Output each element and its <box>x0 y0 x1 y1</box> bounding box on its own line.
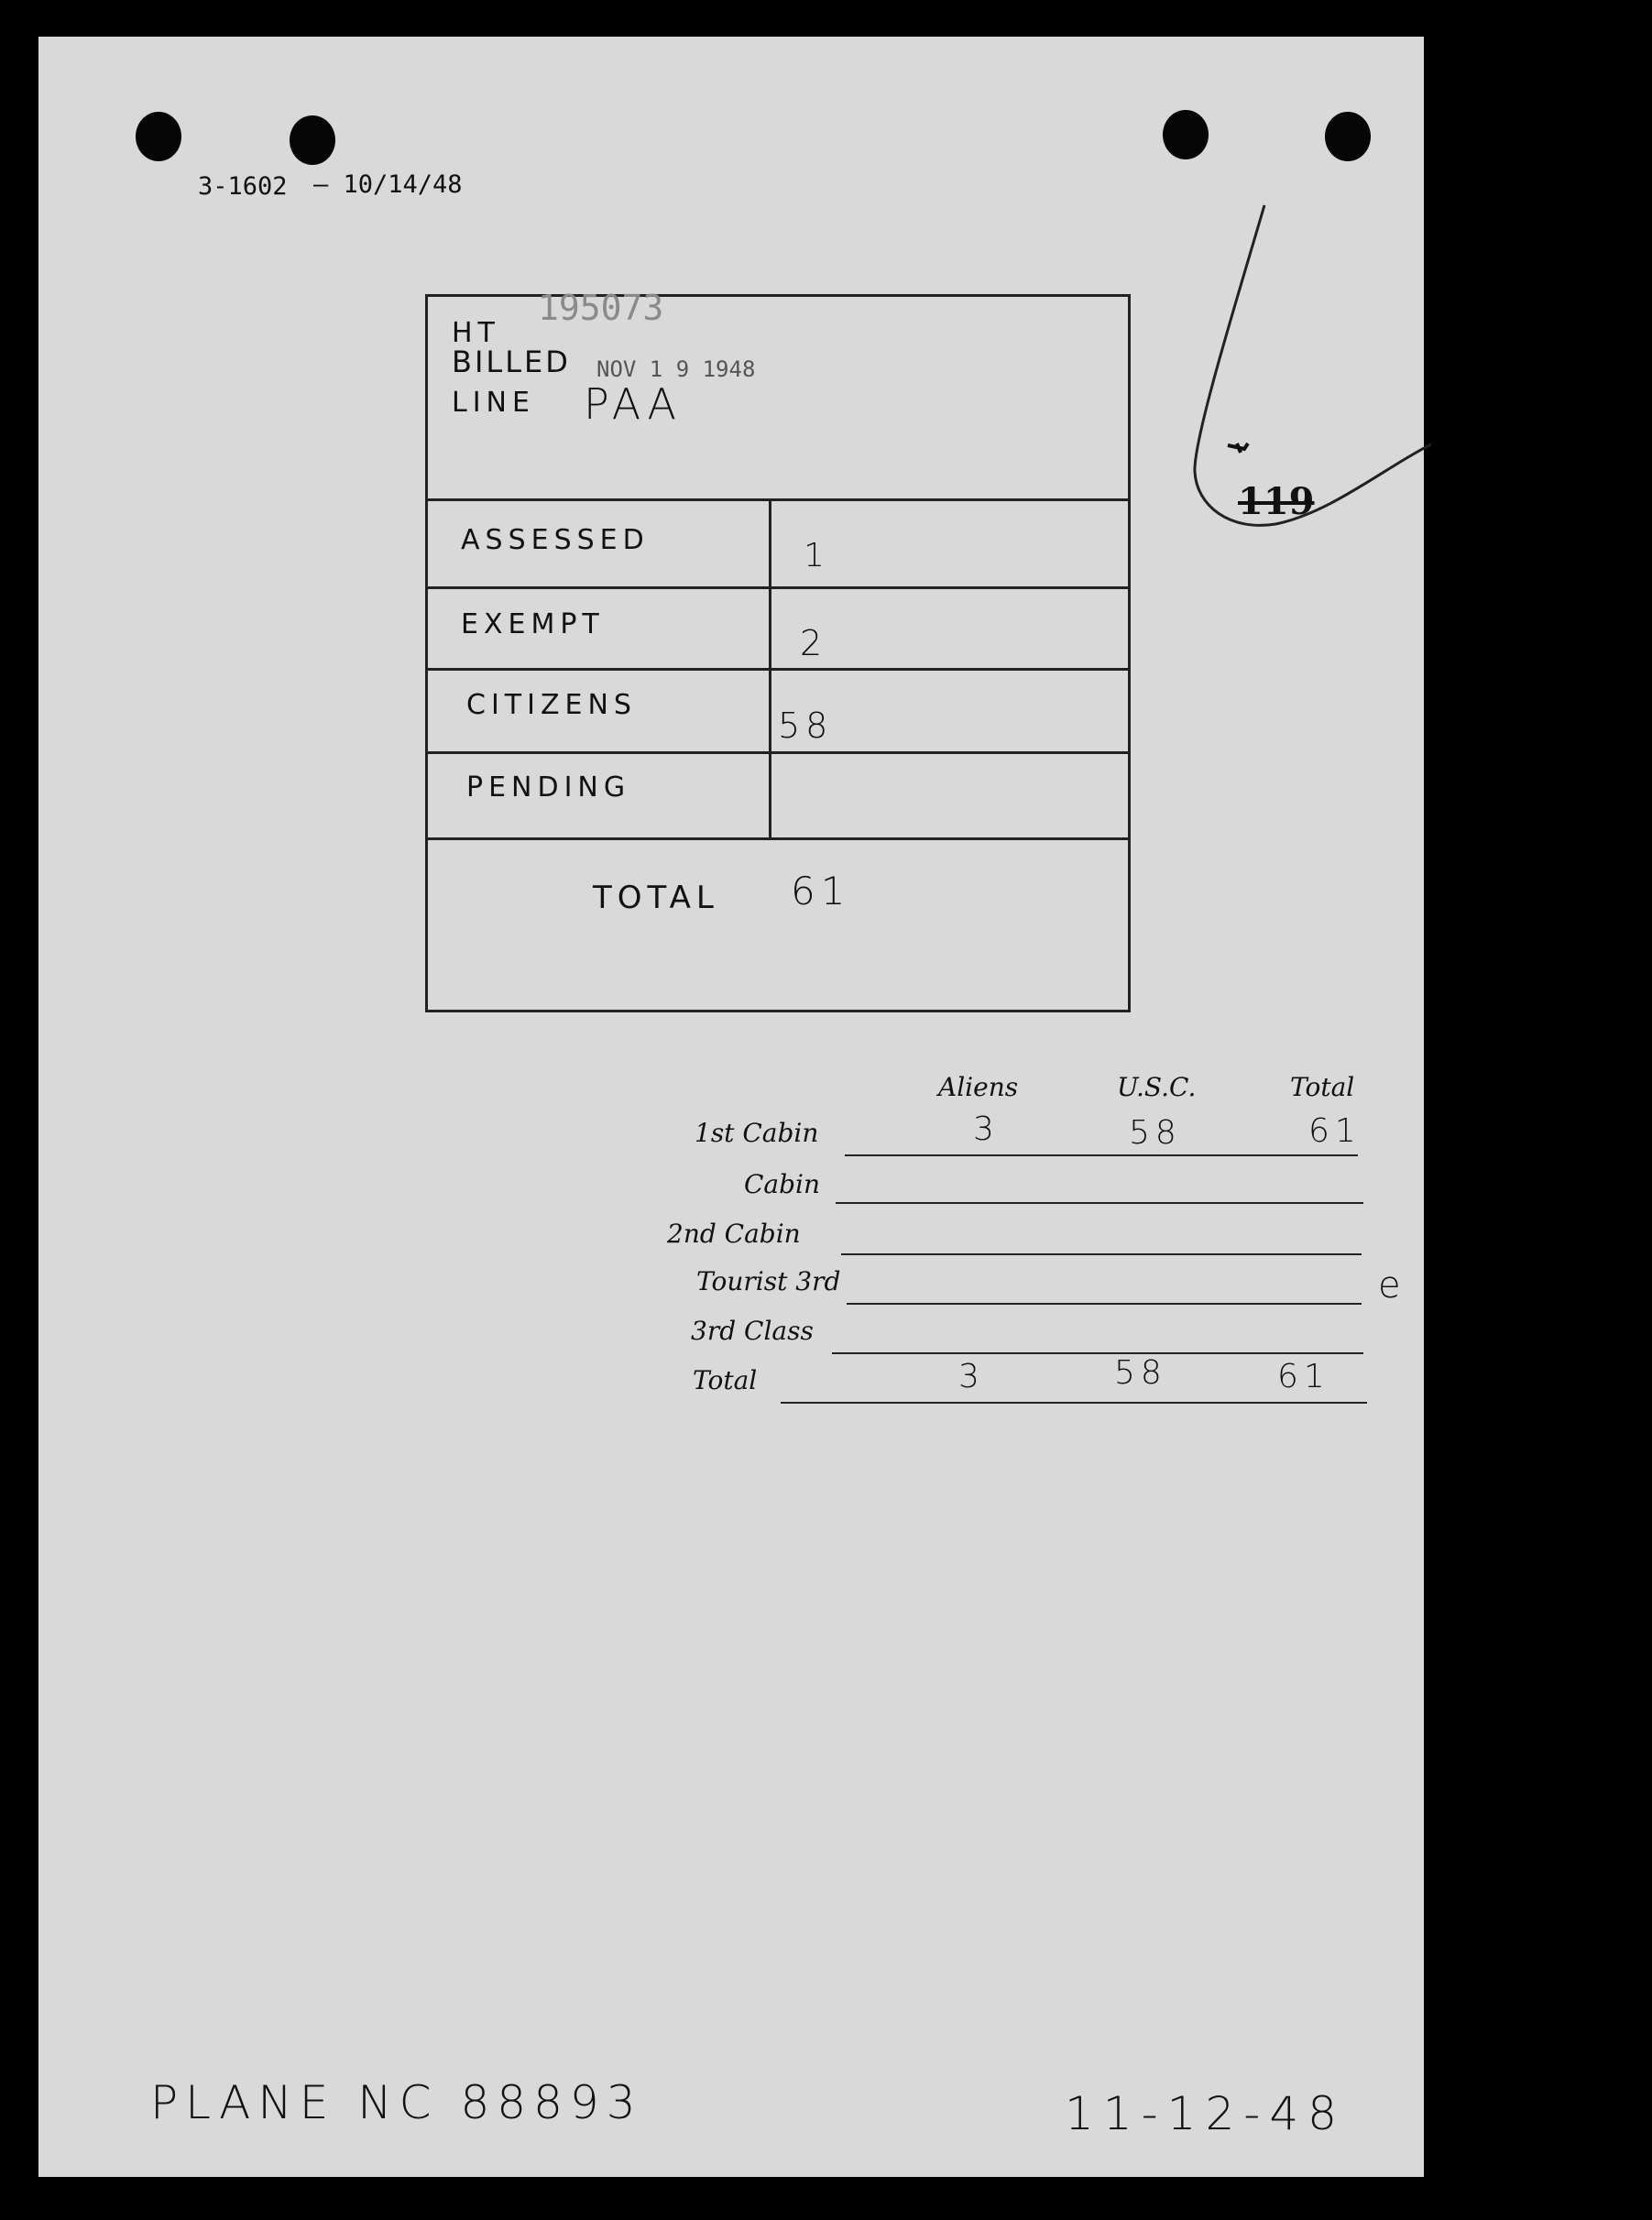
form-divider-3 <box>428 668 1128 671</box>
ht-label: HT <box>452 317 500 349</box>
row-label-pending: PENDING <box>466 771 631 804</box>
form-divider-2 <box>428 586 1128 589</box>
billed-label: BILLED <box>452 344 571 379</box>
plane-number: PLANE NC 88893 <box>150 2076 643 2129</box>
form-column-divider <box>769 498 771 837</box>
line-value: PAA <box>584 379 683 429</box>
side-mark: 119 <box>1238 480 1315 523</box>
row-value-citizens: 58 <box>778 705 834 746</box>
cabin-row-label-total: Total <box>693 1365 758 1395</box>
cabin-row-label-2nd: 2nd Cabin <box>667 1219 801 1249</box>
row-value-exempt: 2 <box>800 623 828 663</box>
col-header-total: Total <box>1290 1072 1355 1102</box>
cabin-total-aliens: 3 <box>958 1358 985 1395</box>
cabin-1st-aliens: 3 <box>973 1110 1000 1148</box>
punch-hole-1 <box>136 112 181 161</box>
form-divider-4 <box>428 751 1128 754</box>
billing-form-box <box>425 288 1131 1012</box>
cabin-row-line-total <box>781 1402 1367 1404</box>
stamp-number: 195073 <box>538 288 664 328</box>
cabin-row-line-cabin <box>836 1202 1363 1204</box>
footer-date: 11-12-48 <box>1065 2087 1346 2140</box>
cabin-1st-total: 61 <box>1308 1112 1362 1150</box>
cabin-row-label-3rd: 3rd Class <box>691 1316 814 1346</box>
cabin-row-line-1st <box>845 1154 1358 1156</box>
stamp-date: NOV 1 9 1948 <box>596 356 756 382</box>
row-label-assessed: ASSESSED <box>461 524 650 556</box>
line-label: LINE <box>452 387 535 419</box>
document-date: — 10/14/48 <box>313 170 463 199</box>
punch-hole-2 <box>290 115 335 165</box>
cabin-row-label-cabin: Cabin <box>744 1169 821 1199</box>
cabin-row-line-3rd <box>832 1352 1363 1354</box>
cabin-row-label-tourist: Tourist 3rd <box>696 1266 841 1296</box>
punch-hole-4 <box>1325 112 1371 161</box>
form-divider-5 <box>428 837 1128 840</box>
row-label-citizens: CITIZENS <box>466 689 637 721</box>
punch-hole-3 <box>1163 110 1209 159</box>
total-label: TOTAL <box>593 880 719 916</box>
cabin-total-total: 61 <box>1277 1358 1330 1395</box>
cabin-total-usc: 58 <box>1114 1354 1167 1392</box>
row-value-assessed: 1 <box>804 537 830 574</box>
col-header-usc: U.S.C. <box>1117 1072 1197 1102</box>
document-page <box>38 37 1424 2177</box>
cabin-row-label-1st: 1st Cabin <box>695 1118 819 1148</box>
row-label-exempt: EXEMPT <box>461 608 605 640</box>
form-divider-1 <box>428 498 1128 501</box>
col-header-aliens: Aliens <box>938 1072 1019 1102</box>
margin-mark: e <box>1378 1264 1401 1307</box>
cabin-1st-usc: 58 <box>1129 1114 1182 1152</box>
document-code: 3-1602 <box>198 172 288 201</box>
cabin-row-line-2nd <box>841 1253 1362 1255</box>
total-value: 61 <box>791 869 851 913</box>
cabin-row-line-tourist <box>847 1303 1362 1305</box>
